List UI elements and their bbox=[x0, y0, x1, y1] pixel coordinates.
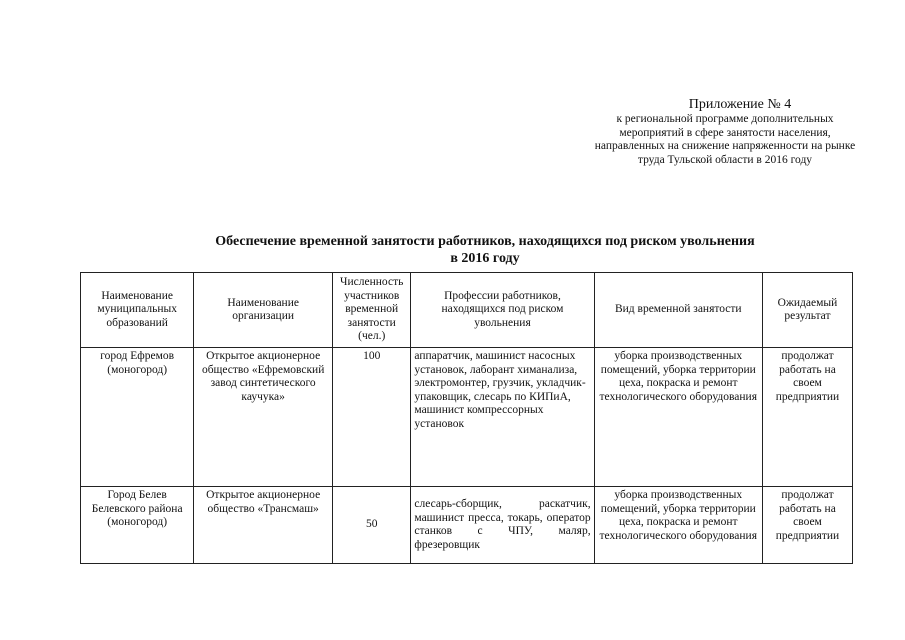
header-count: Численность участников временной занятости (чел.) bbox=[333, 273, 411, 348]
document-title-line: в 2016 году bbox=[450, 251, 520, 266]
appendix-line: мероприятий в сфере занятости населения, bbox=[619, 126, 831, 139]
cell-municipality: Город Белев Белевского района (моногород) bbox=[81, 487, 194, 564]
appendix-line: направленных на снижение напряженности на рынке bbox=[594, 140, 856, 152]
table-header-row bbox=[81, 273, 853, 348]
appendix-line: труда Тульской области в 2016 году bbox=[637, 153, 813, 166]
header-professions: Профессии работников, находящихся под риском увольнения bbox=[411, 273, 594, 348]
header-result: Ожидаемый результат bbox=[762, 273, 852, 348]
table-row bbox=[81, 348, 853, 487]
header-organization: Наименование организации bbox=[194, 273, 333, 348]
table-row bbox=[81, 487, 853, 564]
cell-result: продолжат работать на своем предприятии bbox=[762, 348, 852, 487]
document-title bbox=[100, 233, 870, 267]
appendix-title: Приложение № 4 bbox=[688, 97, 792, 112]
cell-employment-type: уборка производственных помещений, уборка территории цеха, покраска и ремонт технологического оборудования bbox=[594, 348, 762, 487]
cell-organization: Открытое акционерное общество «Ефремовский завод синтетического каучука» bbox=[194, 348, 333, 487]
cell-employment-type: уборка производственных помещений, уборка территории цеха, покраска и ремонт технологического оборудования bbox=[594, 487, 762, 564]
header-municipality: Наименование муниципальных образований bbox=[81, 273, 194, 348]
cell-professions: аппаратчик, машинист насосных установок, лаборант химанализа, электромонтер, грузчик, укладчик-упаковщик, слесарь по КИПиА, машинист компрессорных установок bbox=[411, 348, 594, 487]
header-employment-type: Вид временной занятости bbox=[594, 273, 762, 348]
employment-table bbox=[80, 272, 853, 564]
cell-result: продолжат работать на своем предприятии bbox=[762, 487, 852, 564]
cell-organization: Открытое акционерное общество «Трансмаш» bbox=[194, 487, 333, 564]
cell-count: 50 bbox=[333, 487, 411, 564]
cell-professions: слесарь-сборщик, раскатчик, машинист пресса, токарь, оператор станков с ЧПУ, маляр, фрезеровщик bbox=[411, 487, 594, 564]
cell-count: 100 bbox=[333, 348, 411, 487]
cell-municipality: город Ефремов (моногород) bbox=[81, 348, 194, 487]
document-title-line: Обеспечение временной занятости работников, находящихся под риском увольнения bbox=[215, 234, 755, 249]
appendix-block bbox=[540, 97, 905, 167]
appendix-line: к региональной программе дополнительных bbox=[616, 113, 834, 125]
